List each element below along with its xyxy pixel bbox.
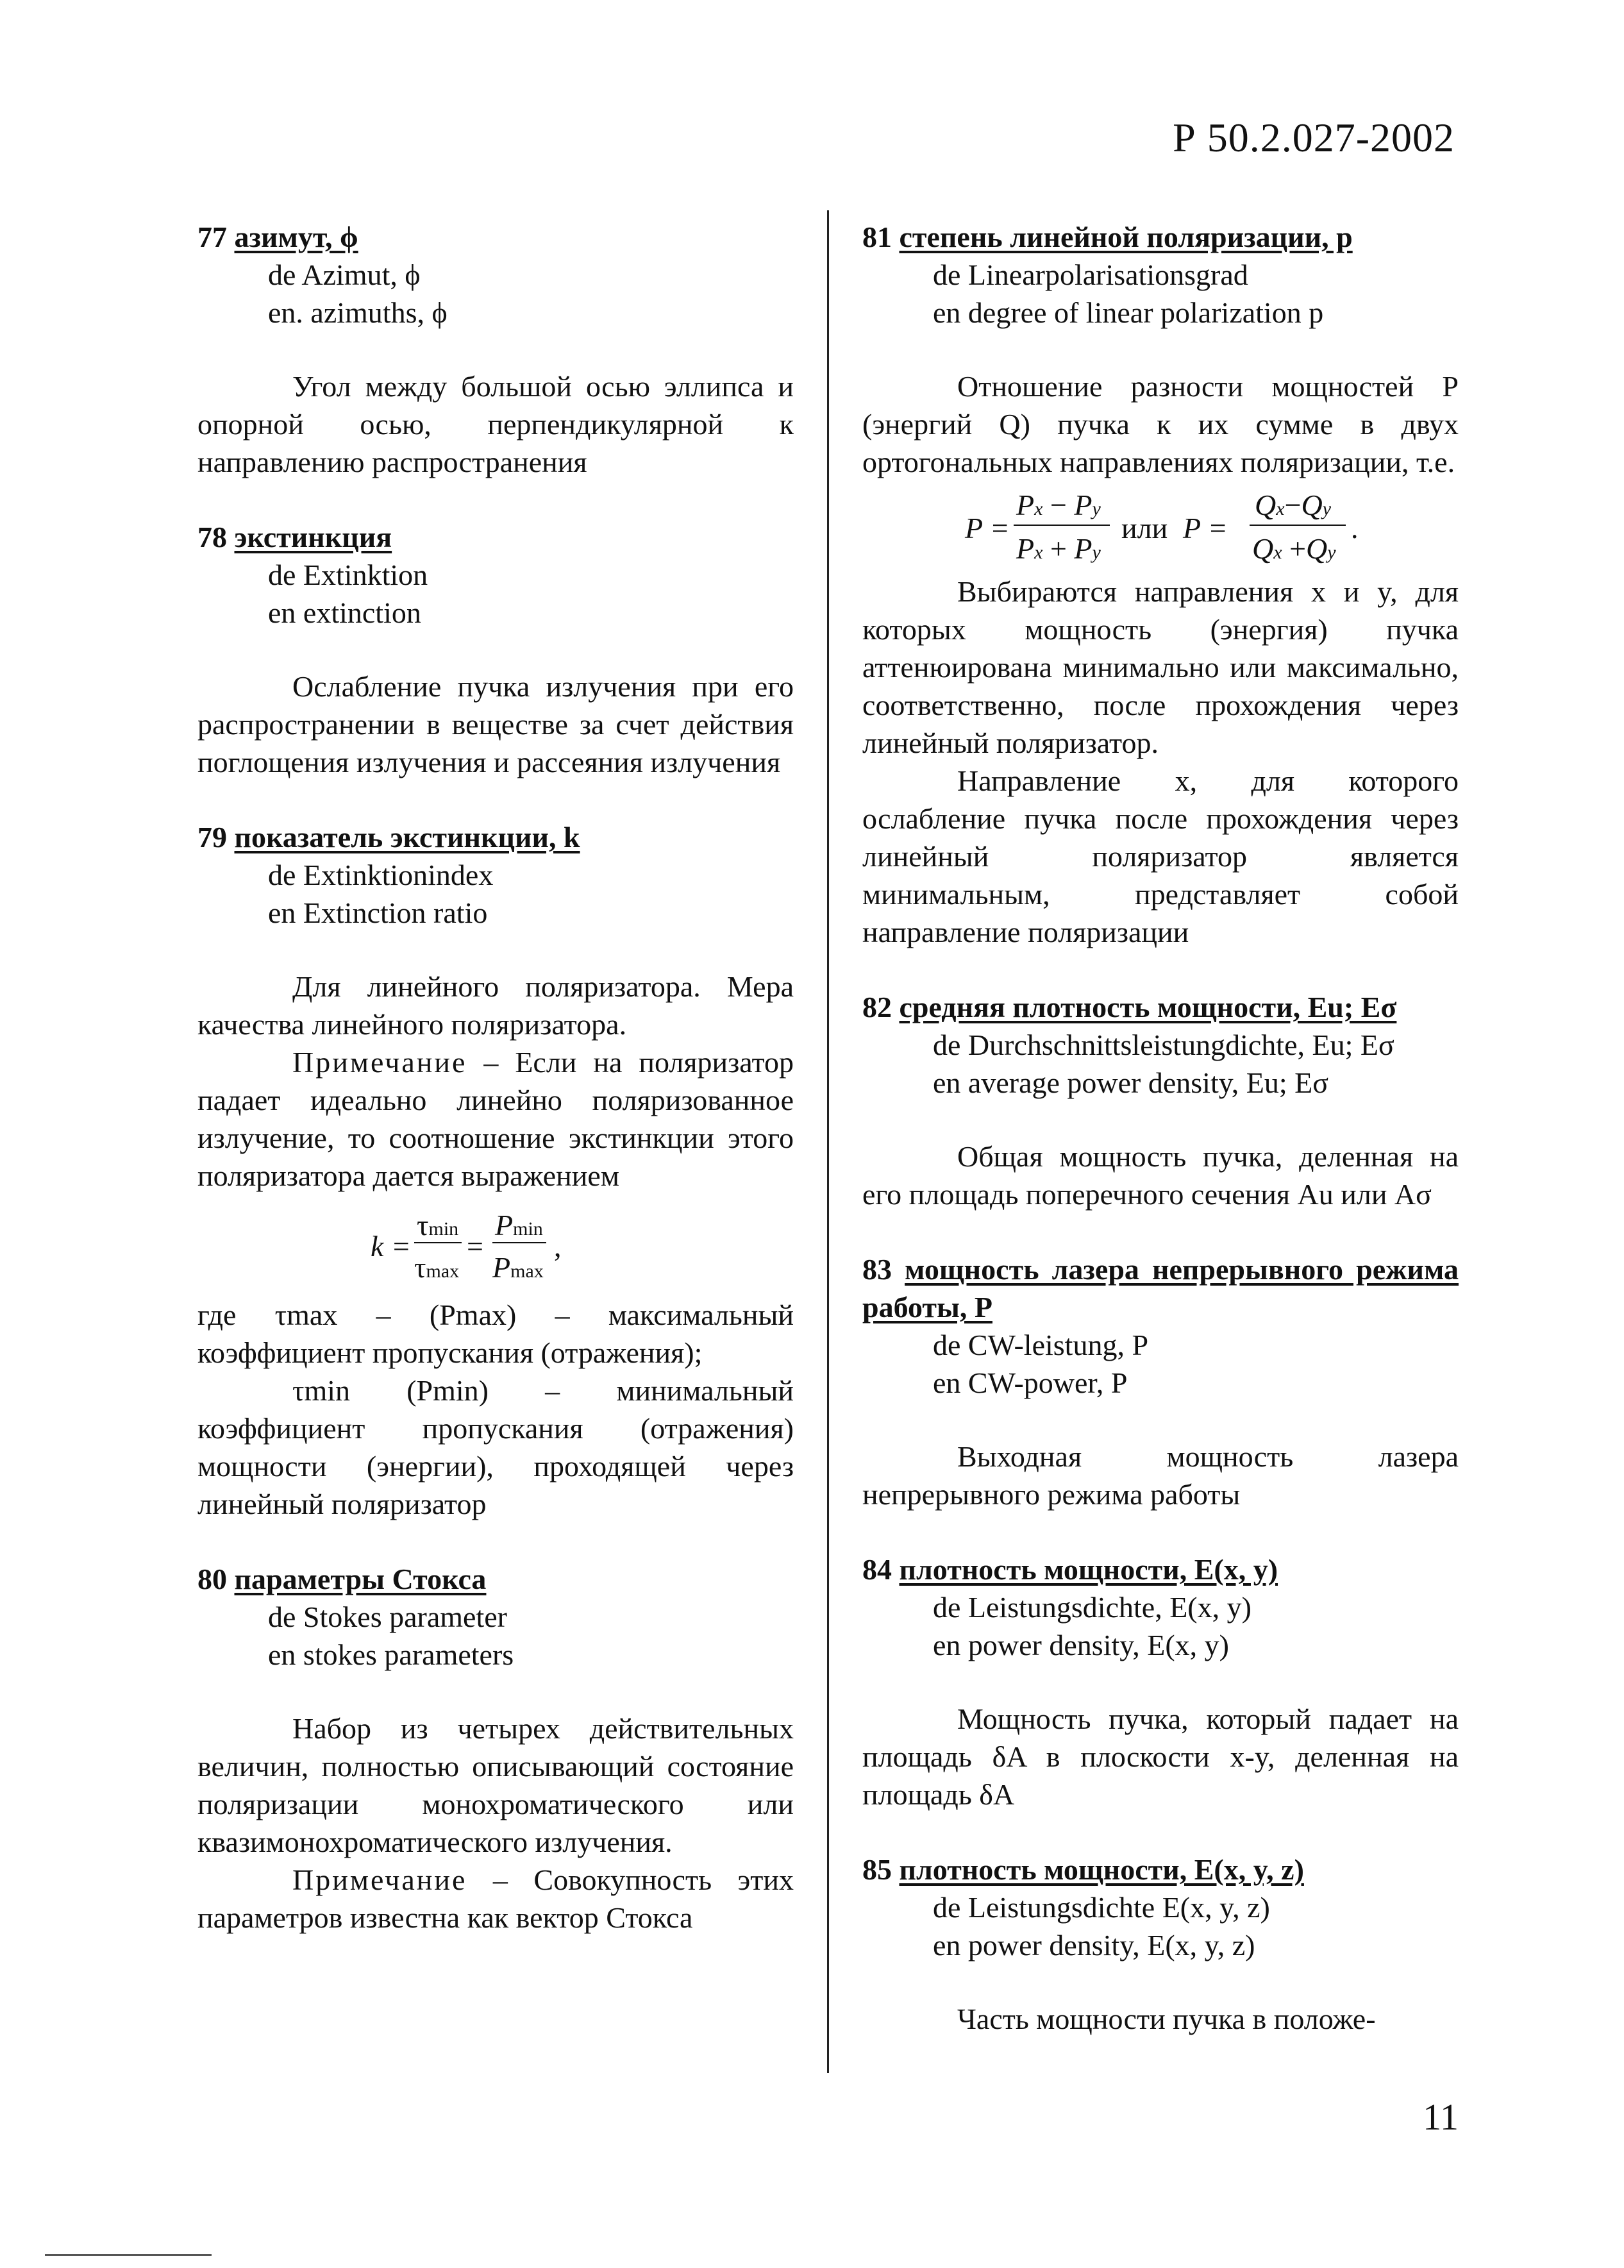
term-number: 78 (197, 521, 227, 553)
term-en: en Extinction ratio (268, 896, 488, 929)
term-definition: Набор из четырех действительных величин, полностью описывающий состояние поляризации монохроматического или квазимонохроматического излучения. (197, 1712, 794, 1858)
footer-rule (45, 2254, 212, 2256)
term-title: средняя плотность мощности, Eu; Eσ (899, 991, 1397, 1023)
note-text: – Если на поляризатор падает идеально линейно поляризованное излучение, то соотношение экстинкции этого поляризатора дается выражением (197, 1046, 794, 1192)
term-title: азимут, ϕ (234, 221, 358, 253)
term-entry-78 (197, 518, 794, 781)
denominator-p: Px + Py (1016, 532, 1101, 565)
term-number: 84 (862, 1553, 892, 1586)
term-note (197, 1043, 794, 1195)
term-en: en degree of linear polarization p (933, 296, 1324, 329)
fraction-bar (492, 1242, 546, 1243)
column-divider (827, 210, 829, 2073)
term-paragraph: Выбираются направления x и y, для которых мощность (энергия) пучка аттенюирована минимально или максимально, соответственно, после прохождения через линейный поляризатор. (862, 575, 1459, 759)
where-2: τmin (Pmin) – минимальный коэффициент пропускания (отражения) мощности (энергии), проходящей через линейный поляризатор (197, 1374, 794, 1520)
formula-lhs: P = (965, 512, 1010, 544)
numerator-q: Qx−Qy (1255, 489, 1332, 521)
left-column (197, 218, 794, 1974)
right-column (862, 218, 1459, 2075)
term-title: плотность мощности, E(x, y) (899, 1553, 1278, 1586)
term-title: показатель экстинкции, k (234, 821, 580, 853)
p-min: Pmin (495, 1209, 543, 1241)
term-de: de Extinktionindex (268, 859, 494, 891)
term-en: en extinction (268, 596, 421, 629)
formula-dot: . (1351, 512, 1359, 544)
term-number: 85 (862, 1853, 892, 1886)
term-title: плотность мощности, E(x, y, z) (899, 1853, 1304, 1886)
denominator-q: Qx +Qy (1252, 532, 1336, 565)
term-entry-85 (862, 1851, 1459, 2038)
term-de: de Azimut, ϕ (268, 258, 421, 291)
formula-eq: = (467, 1230, 483, 1263)
term-note (197, 1861, 794, 1936)
term-number: 81 (862, 221, 892, 253)
p-max: Pmax (492, 1251, 544, 1284)
fraction-bar (414, 1242, 462, 1243)
term-number: 83 (862, 1253, 892, 1286)
extinction-formula (197, 1197, 794, 1293)
term-de: de Extinktion (268, 559, 428, 591)
formula-lhs: k = (371, 1230, 411, 1263)
page-number: 11 (1423, 2096, 1459, 2138)
term-en: en average power density, Eu; Eσ (933, 1066, 1329, 1099)
term-title: параметры Стокса (234, 1563, 487, 1595)
term-de: de Leistungsdichte E(x, y, z) (933, 1891, 1270, 1924)
formula-comma: , (554, 1230, 562, 1263)
term-definition: Общая мощность пучка, деленная на его площадь поперечного сечения Au или Aσ (862, 1140, 1459, 1211)
term-number: 80 (197, 1563, 227, 1595)
term-definition: Выходная мощность лазера непрерывного режима работы (862, 1440, 1459, 1511)
numerator-p: Px − Py (1016, 489, 1101, 521)
term-de: de Stokes parameter (268, 1600, 507, 1633)
term-definition: Часть мощности пучка в положе- (957, 2003, 1376, 2035)
term-definition: Ослабление пучка излучения при его распространении в веществе за счет действия поглощения излучения и рассеяния излучения (197, 670, 794, 778)
term-definition: Мощность пучка, который падает на площадь δA в плоскости x-y, деленная на площадь δA (862, 1702, 1459, 1811)
term-entry-79 (197, 818, 794, 1523)
term-en: en power density, E(x, y) (933, 1629, 1229, 1661)
term-title: экстинкция (234, 521, 392, 553)
term-title: степень линейной поляризации, p (899, 221, 1353, 253)
note-text: – Совокупность этих параметров известна как вектор Стокса (197, 1863, 794, 1934)
formula-lhs-2: P = (1183, 512, 1228, 544)
term-entry-80 (197, 1560, 794, 1936)
term-entry-82 (862, 988, 1459, 1213)
term-en: en CW-power, P (933, 1366, 1128, 1399)
term-entry-84 (862, 1550, 1459, 1813)
term-number: 82 (862, 991, 892, 1023)
term-title: мощность лазера непрерывного режима работы, P (862, 1253, 1459, 1323)
term-de: de Durchschnittsleistungdichte, Eu; Eσ (933, 1029, 1394, 1061)
term-en: en power density, E(x, y, z) (933, 1929, 1255, 1961)
note-label: Примечание (292, 1863, 467, 1896)
term-de: de CW-leistung, P (933, 1329, 1149, 1361)
term-number: 77 (197, 221, 227, 253)
document-code: Р 50.2.027-2002 (1173, 115, 1455, 160)
term-entry-77 (197, 218, 794, 481)
formula-or: или (1121, 512, 1168, 544)
tau-max: τmax (414, 1251, 460, 1284)
fraction-bar (1014, 525, 1110, 526)
term-definition: Для линейного поляризатора. Мера качества линейного поляризатора. (197, 970, 794, 1041)
term-en: en stokes parameters (268, 1638, 514, 1671)
term-definition: Угол между большой осью эллипса и опорной осью, перпендикулярной к направлению распространения (197, 370, 794, 478)
term-en: en. azimuths, ϕ (268, 296, 448, 329)
term-number: 79 (197, 821, 227, 853)
term-entry-81 (862, 218, 1459, 951)
fraction-bar (1250, 525, 1346, 526)
term-de: de Leistungsdichte, E(x, y) (933, 1591, 1251, 1624)
where-1: где τmax – (Pmax) – максимальный коэффициент пропускания (отражения); (197, 1298, 794, 1369)
term-de: de Linearpolarisationsgrad (933, 258, 1248, 291)
tau-min: τmin (417, 1209, 459, 1241)
term-definition: Отношение разности мощностей P (энергий Q) пучка к их сумме в двух ортогональных направлениях поляризации, т.е. (862, 370, 1459, 478)
term-paragraph: Направление x, для которого ослабление пучка после прохождения через линейный поляризатор является минимальным, представляет собой направление поляризации (862, 764, 1459, 948)
note-label: Примечание (292, 1046, 467, 1079)
polarization-formula (862, 483, 1459, 570)
term-entry-83 (862, 1250, 1459, 1513)
